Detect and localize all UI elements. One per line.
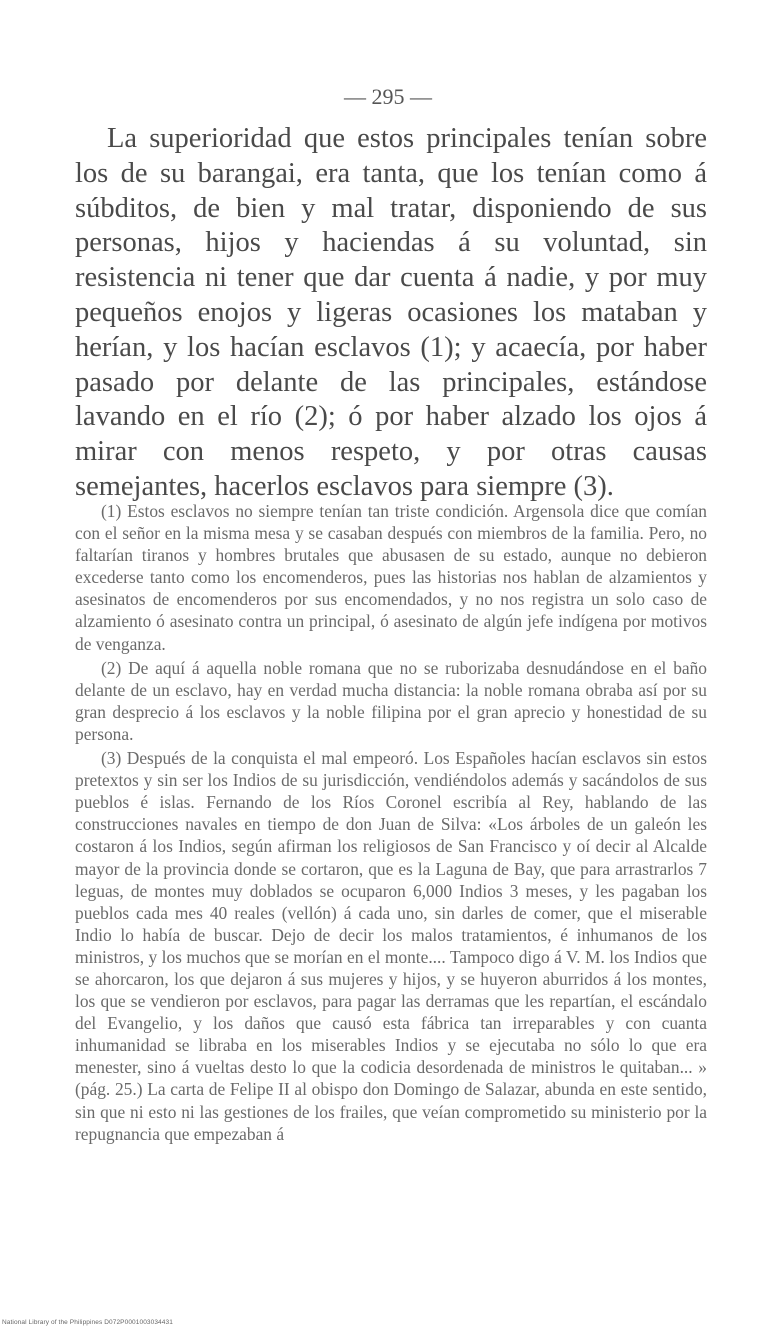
footnote-2: (2) De aquí á aquella noble romana que no se ruborizaba desnudándose en el baño delante de un esclavo, hay en verdad mucha distancia: la noble romana obraba así por su gran desprecio á los esclavos y la noble filipina por el gran aprecio y honestidad de su persona. [75, 657, 707, 744]
footnotes [75, 500, 707, 1147]
footnote-3: (3) Después de la conquista el mal empeoró. Los Españoles hacían esclavos sin estos pretextos y sin ser los Indios de su jurisdicción, vendiéndolos además y sacándolos de sus pueblos é islas. Fernando de los Ríos Coronel escribía al Rey, hablando de las construcciones navales en tiempo de don Juan de Silva: «Los árboles de un galeón les costaron á los Indios, según afirman los religiosos de San Francisco y oí decir al Alcalde mayor de la provincia donde se cortaron, que es la Laguna de Bay, que para arrastrarlos 7 leguas, de montes muy doblados se ocuparon 6,000 Indios 3 meses, y les pagaban los pueblos cada mes 40 reales (vellón) á cada uno, sin darles de comer, que el miserable Indio lo había de buscar. Dejo de decir los malos tratamientos, é inhumanos de los ministros, y los muchos que se morían en el monte.... Tampoco digo á V. M. los Indios que se ahorcaron, los que dejaron á sus mujeres y hijos, y se huyeron aburridos á los montes, los que se vendieron por esclavos, para pagar las derramas que les repartían, el escándalo del Evangelio, y los daños que causó esta fábrica tan irreparables y con cuanta inhumanidad se libraba en los miserables Indios y se ejecutaba no sólo lo que era menester, sino á vueltas desto lo que la codicia desordenada de ministros le quitaban... » (pág. 25.) La carta de Felipe II al obispo don Domingo de Salazar, abunda en este sentido, sin que ni esto ni las gestiones de los frailes, que veían comprometido su ministerio por la repugnancia que empezaban á [75, 748, 707, 1144]
main-text [75, 122, 707, 505]
main-paragraph: La superioridad que estos principales tenían sobre los de su barangai, era tanta, que los tenían como á súbditos, de bien y mal tratar, disponiendo de sus personas, hijos y haciendas á su voluntad, sin resistencia ni tener que dar cuenta á nadie, y por muy pequeños enojos y ligeras ocasiones los mataban y herían, y los hacían esclavos (1); y acaecía, por haber pasado por delante de las principales, estándose lavando en el río (2); ó por haber alzado los ojos á mirar con menos respeto, y por otras causas semejantes, hacerlos esclavos para siempre (3). [75, 123, 707, 502]
page-number: — 295 — [344, 84, 432, 109]
footnote-1: (1) Estos esclavos no siempre tenían tan triste condición. Argensola dice que comían con el señor en la misma mesa y se casaban después con miembros de la familia. Pero, no faltarían tiranos y hombres brutales que abusasen de su estado, aunque no debieron excederse tanto como los encomenderos, pues las historias nos hablan de alzamientos y asesinatos de encomenderos por sus encomendados, y no nos registra un solo caso de alzamiento ó asesinato contra un principal, ó asesinato de algún jefe indígena por motivos de venganza. [75, 501, 707, 654]
library-credit: National Library of the Philippines D072P0001003034431 [2, 1319, 173, 1326]
